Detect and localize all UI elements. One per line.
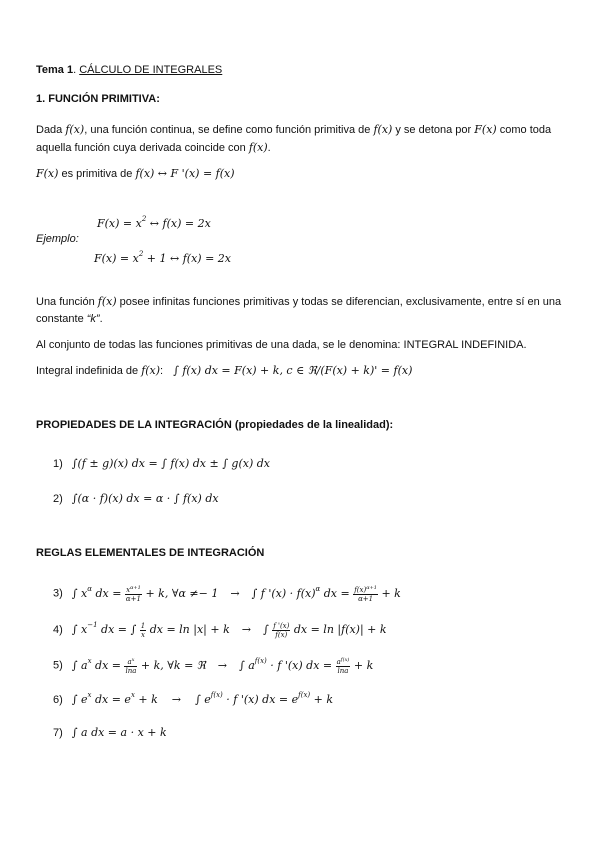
math-span: + k [377, 586, 401, 600]
item-number: 2) [53, 493, 63, 505]
math-span: + 1 ↔ f(x) = 2x [143, 252, 232, 265]
property-formula: ∫(f ± g)(x) dx = ∫ f(x) dx ± ∫ g(x) dx [71, 457, 270, 470]
property-1 [53, 457, 270, 470]
exponent: 2 [138, 250, 144, 258]
math-span: dx = ln |f(x)| + k [290, 623, 387, 636]
text-span: es primitiva de [58, 168, 136, 180]
property-formula: ∫(α · f)(x) dx = α · ∫ f(x) dx [71, 492, 219, 505]
fraction: $\frac{x^{\alpha+1}}{\alpha+1}$ [125, 585, 141, 603]
math-span: · f '(x) dx = [266, 658, 336, 672]
math-span: dx = [91, 658, 125, 672]
exponent: x [130, 691, 135, 699]
math-span: + k, ∀α ≠− 1 [141, 586, 219, 600]
integral-formula: ∫ f(x) dx = F(x) + k, c ∈ ℜ/(F(x) + k)' = f(x) [173, 364, 413, 377]
text-span: . [267, 142, 271, 154]
text-span: Integral indefinida de [36, 365, 142, 377]
definition-paragraph [36, 121, 566, 157]
text-span: , una función continua, se define como función primitiva de [84, 124, 374, 136]
section-heading-reglas: REGLAS ELEMENTALES DE INTEGRACIÓN [36, 547, 265, 559]
infinite-primitives-paragraph [36, 293, 566, 328]
math-span: ∫ e [195, 693, 211, 706]
exponent: α [87, 584, 92, 593]
math-span: F(x) = x [97, 217, 142, 230]
math-inline: f(x) [141, 364, 161, 377]
text-span: . [99, 313, 103, 325]
exponent: −1 [87, 621, 98, 629]
arrow-icon: → [217, 658, 227, 672]
rule-6 [53, 691, 333, 706]
math-inline: f(x) [65, 123, 85, 136]
math-span: · f '(x) dx = e [222, 693, 299, 706]
math-span: dx = [91, 586, 125, 600]
math-span: dx = e [91, 693, 131, 706]
fraction: $\frac{1}{x}$ [140, 621, 146, 639]
math-inline: F(x) [474, 123, 497, 136]
exponent: x [87, 691, 92, 699]
section-heading-funcion-primitiva: 1. FUNCIÓN PRIMITIVA: [36, 93, 160, 105]
example-label: Ejemplo: [36, 233, 79, 245]
math-inline: f(x) [97, 295, 117, 308]
math-span: ∫ f '(x) · f(x) [251, 586, 316, 600]
tema-label: Tema 1 [36, 64, 74, 76]
exponent: x [87, 656, 92, 665]
text-span: como toda aquella función cuya derivada coincide con [36, 124, 552, 154]
rule-3 [53, 584, 401, 603]
item-number: 5) [53, 659, 63, 672]
fraction: $\frac{f '(x)}{f(x)}$ [273, 621, 290, 639]
primitive-statement [36, 167, 235, 180]
exponent: f(x) [210, 691, 223, 699]
arrow-icon: → [241, 623, 251, 636]
text-span: y se detona por [392, 124, 475, 136]
rule-5 [53, 656, 373, 675]
math-span: + k [134, 693, 158, 706]
math-span: F(x) = x [94, 252, 139, 265]
text-span: Dada [36, 124, 66, 136]
arrow-icon: → [171, 693, 182, 706]
item-number: 1) [53, 458, 63, 470]
math-span: ∫ a [238, 658, 255, 672]
item-number: 6) [53, 694, 63, 706]
property-2 [53, 492, 219, 505]
integral-definition [36, 364, 412, 377]
integral-indefinida-paragraph: Al conjunto de todas las funciones primitivas de una dada, se le denomina: INTEGRAL INDEFINIDA. [36, 339, 527, 351]
text-span: Una función [36, 296, 98, 308]
arrow-icon: → [230, 586, 240, 600]
item-number: 3) [53, 587, 63, 600]
example-line-2 [94, 250, 231, 265]
math-span: ↔ f(x) = 2x [146, 217, 211, 230]
math-span: dx = ln |x| + k [146, 623, 230, 636]
math-span: ∫ e [71, 693, 88, 706]
math-span: + k [350, 658, 374, 672]
rule-7 [53, 726, 167, 739]
rule-4 [53, 621, 387, 639]
exponent: f(x) [254, 656, 267, 665]
example-line-1 [97, 215, 211, 230]
title-separator: . [73, 64, 80, 76]
fraction: $\frac{a^{f(x)}}{\ln a}$ [336, 657, 350, 675]
document-title [36, 64, 222, 76]
math-span: dx = ∫ [97, 623, 140, 636]
text-span: : [160, 365, 164, 377]
math-span: ∫ x [71, 623, 88, 636]
math-inline: f(x) ↔ F '(x) = f(x) [135, 167, 235, 180]
fraction: $\frac{f(x)^{\alpha+1}}{\alpha+1}$ [354, 585, 377, 603]
constant-k: “k” [86, 313, 100, 325]
exponent: f(x) [298, 691, 311, 699]
rule-formula: ∫ a dx = a · x + k [71, 726, 167, 739]
fraction: $\frac{a^x}{\ln a}$ [125, 657, 137, 675]
section-heading-propiedades: PROPIEDADES DE LA INTEGRACIÓN (propiedades de la linealidad): [36, 419, 394, 431]
math-inline: F(x) [36, 167, 59, 180]
math-span: ∫ x [71, 586, 88, 600]
math-span: dx = [320, 586, 354, 600]
item-number: 4) [53, 624, 63, 636]
exponent: α [315, 584, 321, 593]
tema-title: CÁLCULO DE INTEGRALES [79, 64, 223, 76]
math-span: + k, ∀k = ℜ [137, 658, 206, 672]
math-inline: f(x) [373, 123, 393, 136]
math-span: ∫ a [71, 658, 88, 672]
math-span: ∫ [262, 623, 273, 636]
exponent: 2 [141, 215, 147, 223]
item-number: 7) [53, 727, 63, 739]
text-span: posee infinitas funciones primitivas y todas se diferencian, exclusivamente, entre sí en una constante [36, 296, 562, 325]
math-span: + k [310, 693, 334, 706]
math-inline: f(x) [248, 141, 268, 154]
